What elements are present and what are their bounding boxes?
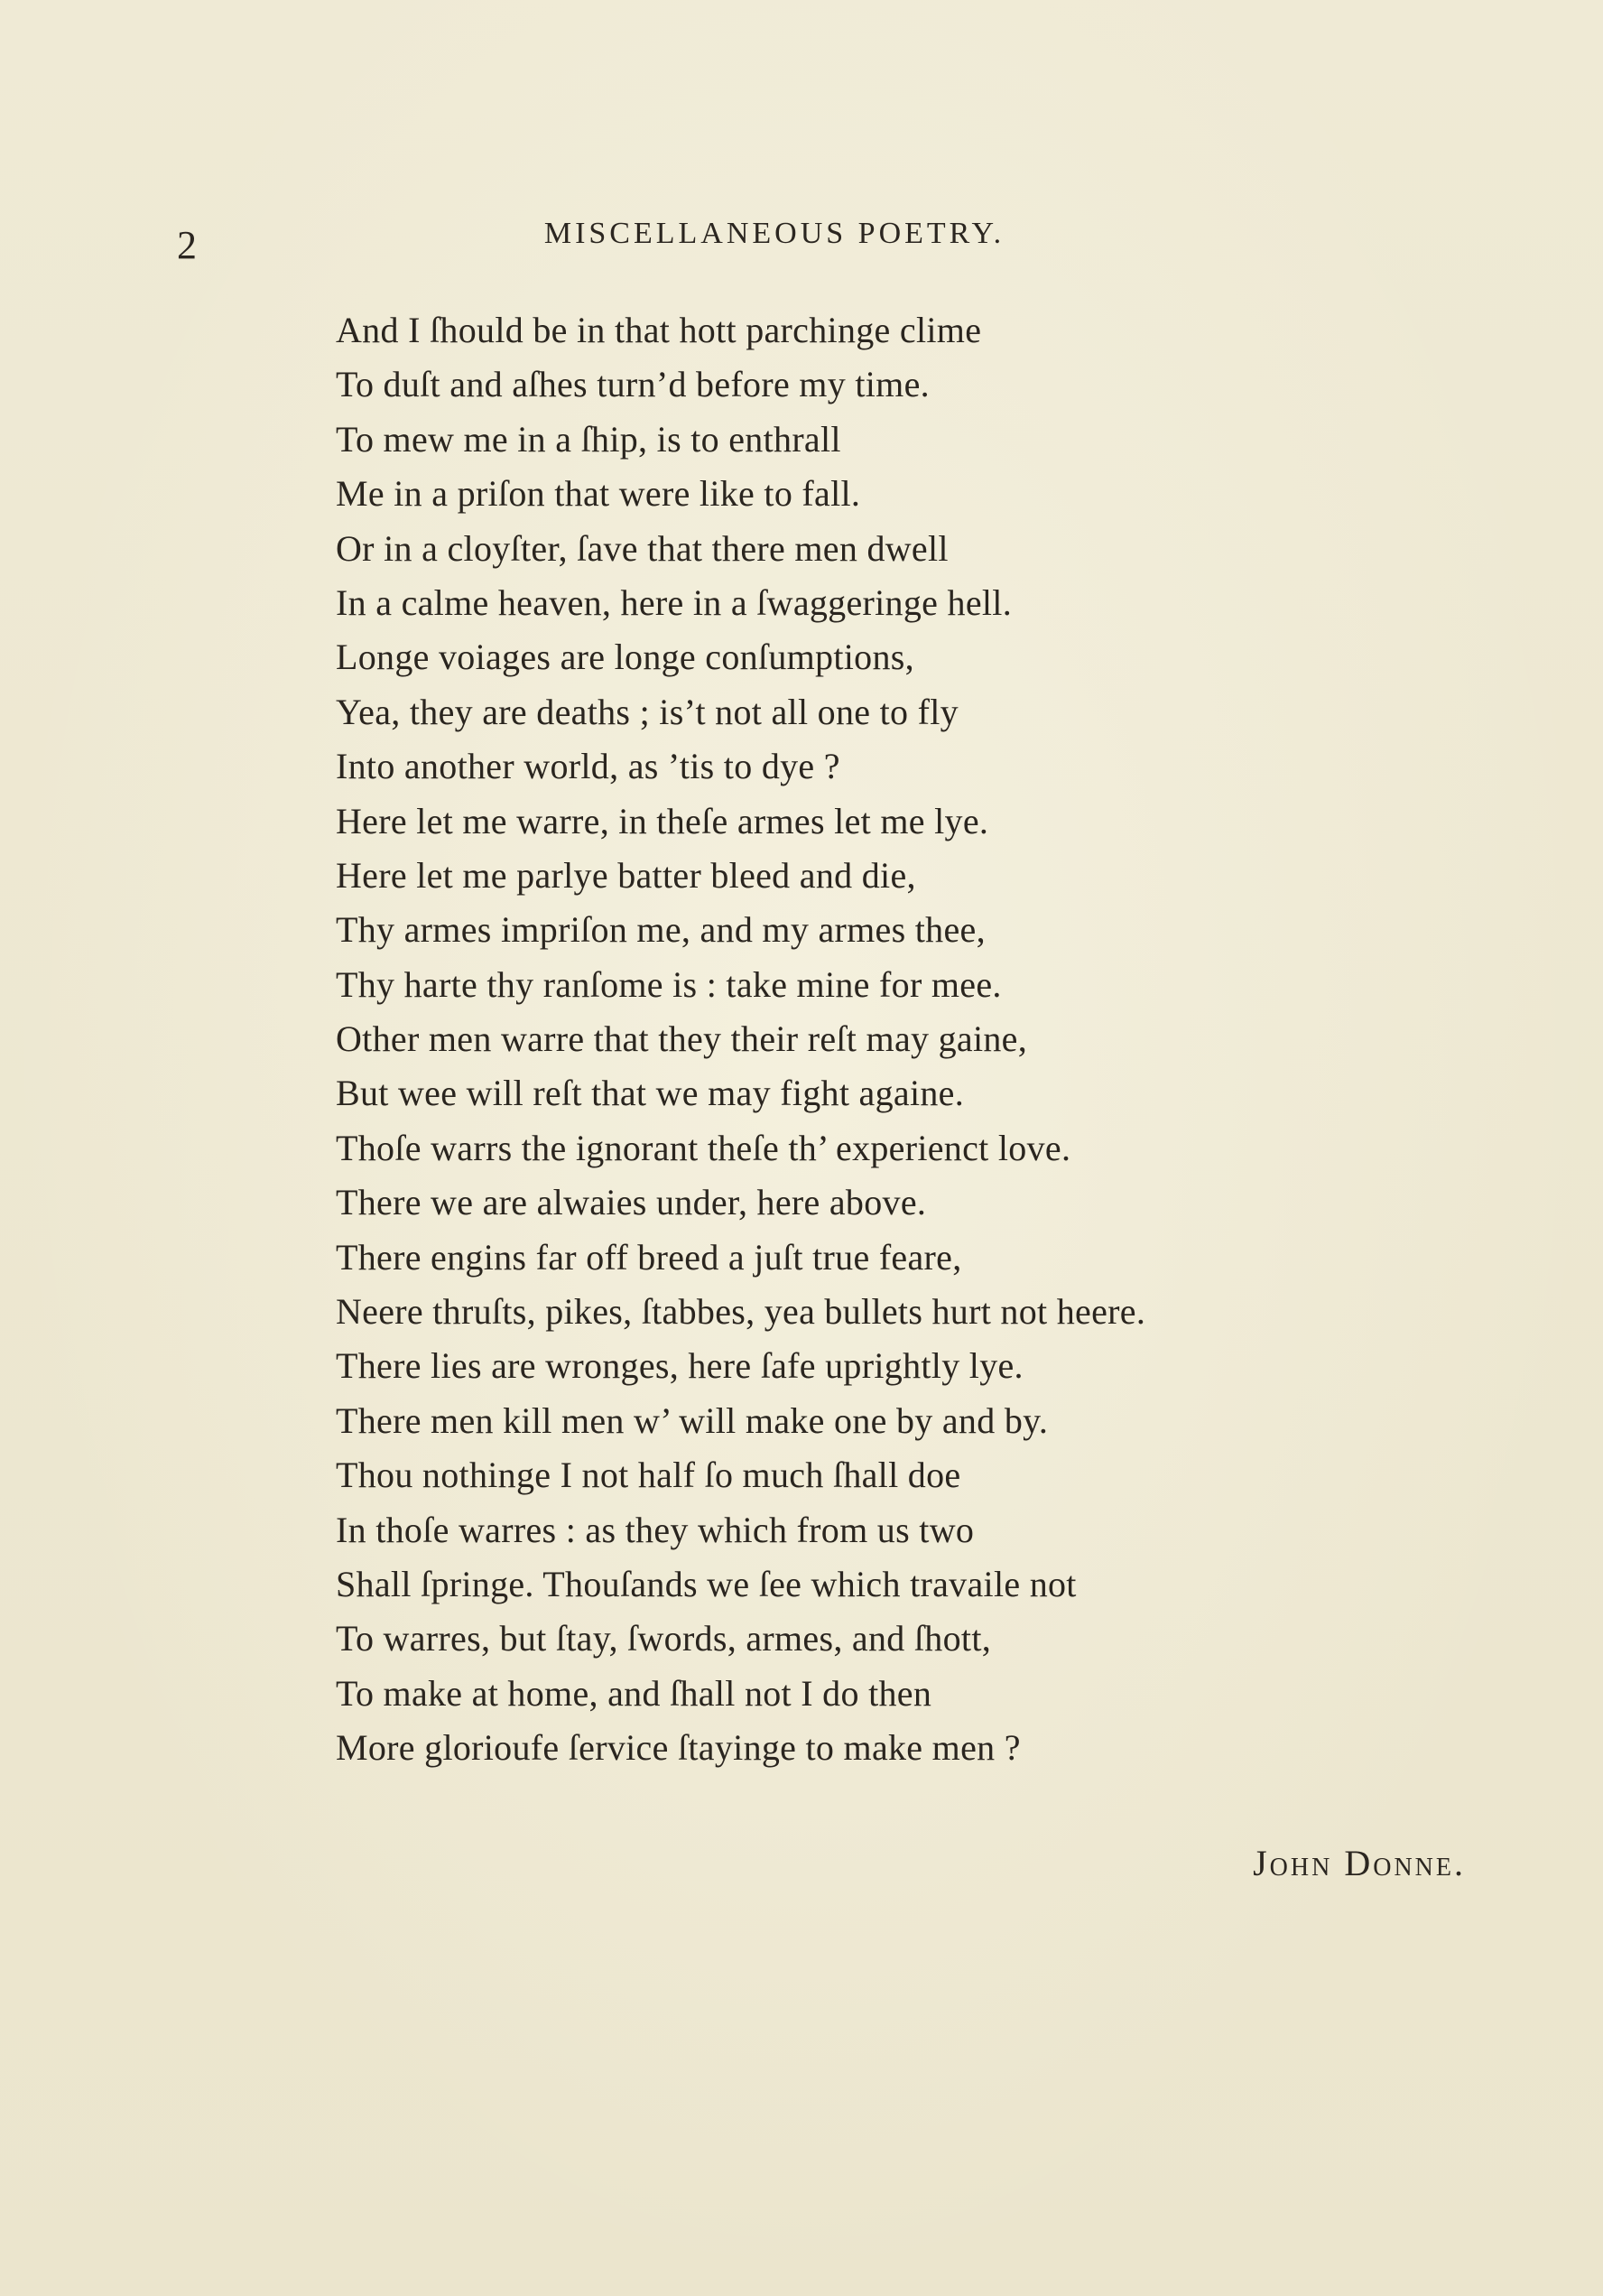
poem-line: Thy harte thy ranſome is : take mine for mee. — [336, 963, 1002, 1005]
running-head: MISCELLANEOUS POETRY. — [543, 217, 1005, 250]
poem-line: Or in a cloyſter, ſave that there men dwell — [336, 527, 949, 569]
poem-line: To mew me in a ſhip, is to enthrall — [336, 418, 841, 460]
poem-line: In a calme heaven, here in a ſwaggeringe hell. — [336, 581, 1012, 623]
poem-line: There men kill men w’ will make one by and by. — [336, 1399, 1049, 1441]
poem-line: In thoſe warres : as they which from us two — [336, 1509, 975, 1550]
poem-line: There engins far off breed a juſt true feare, — [336, 1236, 962, 1278]
poem-line: But wee will reſt that we may fight againe. — [336, 1073, 965, 1114]
poem-line: Into another world, as ’tis to dye ? — [336, 746, 840, 787]
poem-line: Other men warre that they their reſt may gaine, — [336, 1018, 1028, 1060]
poem-line: Thou nothinge I not half ſo much ſhall doe — [336, 1455, 961, 1496]
poem-line: Here let me parlye batter bleed and die, — [336, 854, 916, 896]
poem-line: To warres, but ſtay, ſwords, armes, and ſhott, — [336, 1618, 992, 1659]
poem-line: Thy armes impriſon me, and my armes thee, — [336, 909, 986, 951]
poem-line: Me in a priſon that were like to fall. — [336, 473, 861, 515]
poem-line: Yea, they are deaths ; is’t not all one to fly — [336, 691, 959, 732]
poem-body — [336, 303, 1145, 1776]
poem-line: Thoſe warrs the ignorant theſe th’ experienct love. — [336, 1127, 1071, 1168]
poem-line: To duſt and aſhes turn’d before my time. — [336, 364, 930, 405]
poem-line: Shall ſpringe. Thouſands we ſee which travaile not — [336, 1563, 1077, 1604]
page-number: 2 — [177, 223, 197, 267]
poem-line: Neere thruſts, pikes, ſtabbes, yea bullets hurt not heere. — [336, 1291, 1146, 1333]
poem-line: There we are alwaies under, here above. — [336, 1182, 927, 1223]
poem-line: Here let me warre, in theſe armes let me lye. — [336, 800, 989, 841]
poem-line: Longe voiages are longe conſumptions, — [336, 637, 914, 678]
author-signature: John Donne. — [1253, 1843, 1466, 1883]
poem-line: And I ſhould be in that hott parchinge clime — [336, 310, 982, 350]
poem-line: More glorioufe ſervice ſtayinge to make men ? — [336, 1727, 1021, 1769]
poem-line: There lies are wronges, here ſafe uprightly lye. — [336, 1345, 1024, 1387]
poem-line: To make at home, and ſhall not I do then — [336, 1672, 932, 1714]
